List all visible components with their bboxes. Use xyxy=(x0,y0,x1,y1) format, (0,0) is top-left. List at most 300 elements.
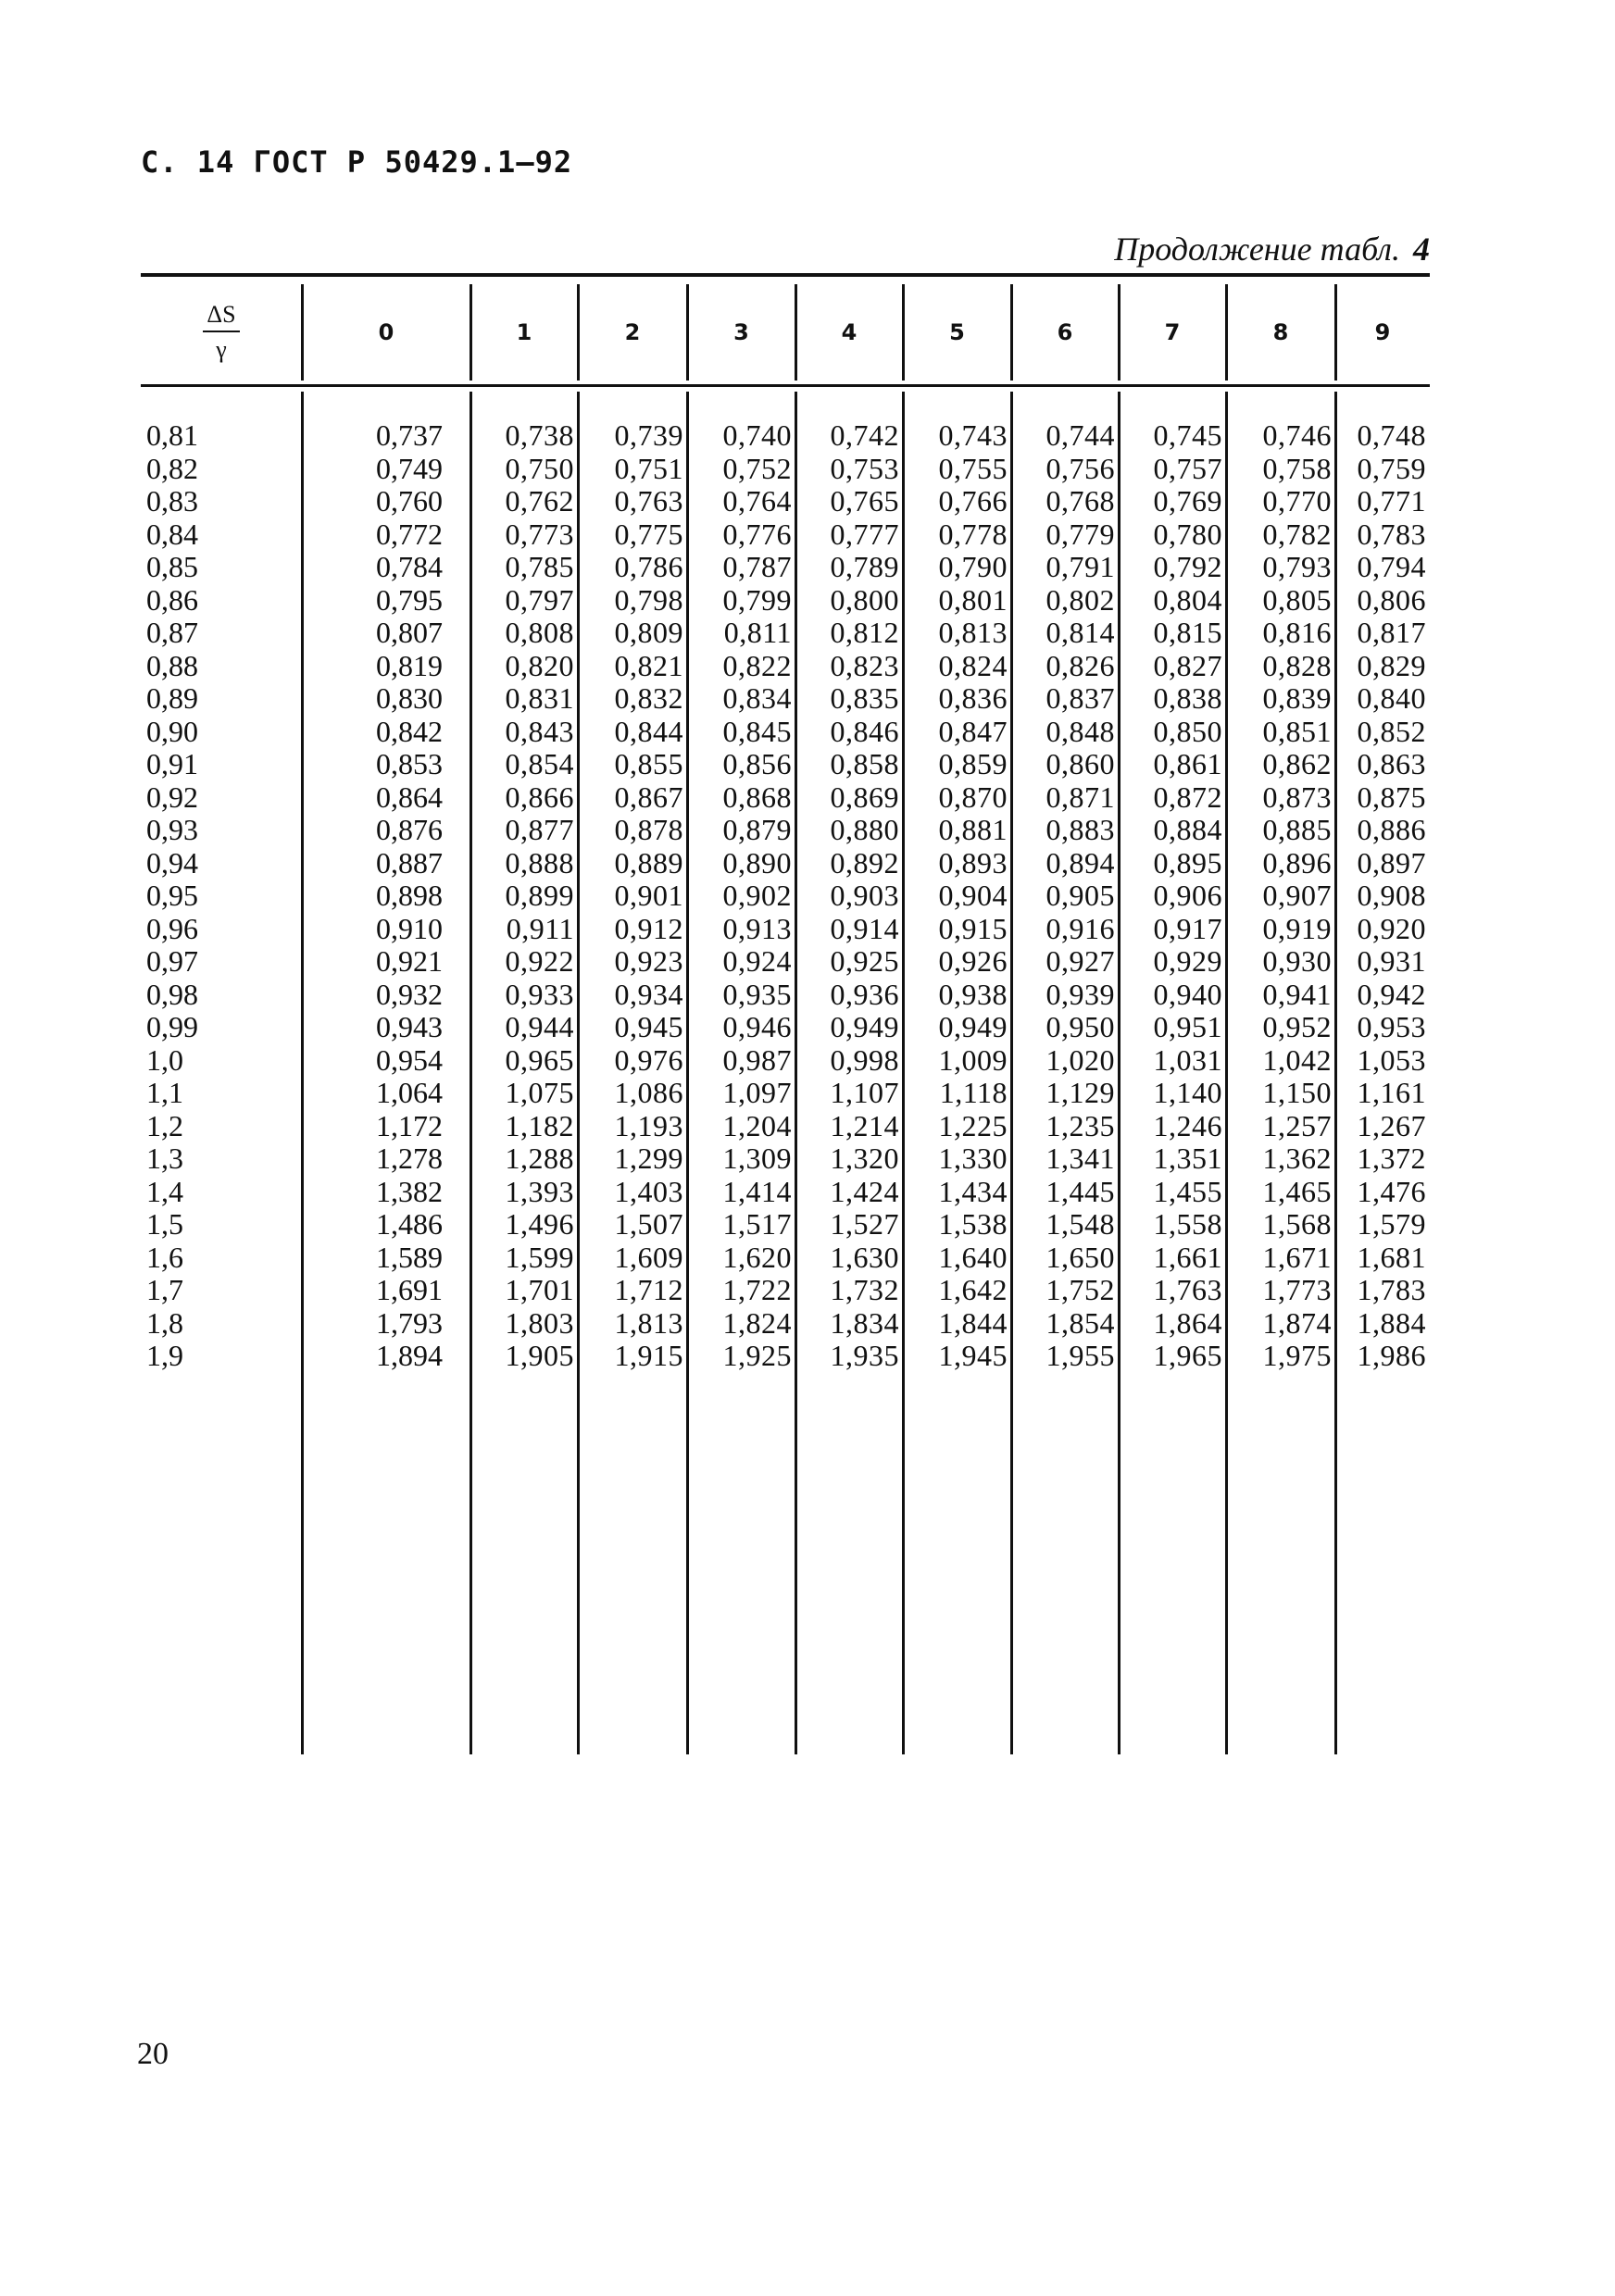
table-cell: 0,834 xyxy=(722,681,792,715)
table-cell: 0,794 xyxy=(1357,550,1426,583)
table-cell: 0,951 xyxy=(1153,1010,1222,1043)
table-cell: 0,837 xyxy=(1045,681,1115,715)
table-cell: 0,940 xyxy=(1153,977,1222,1011)
table-cell: 0,906 xyxy=(1153,879,1222,912)
table-cell: 0,876 xyxy=(376,813,443,846)
page-header: С. 14 ГОСТ Р 50429.1—92 xyxy=(141,144,573,180)
table-top-rule xyxy=(141,273,1430,277)
table-cell: 0,753 xyxy=(830,451,899,485)
column-divider xyxy=(577,284,580,381)
table-cell: 0,899 xyxy=(505,879,574,912)
table-cell: 0,914 xyxy=(830,911,899,945)
table-cell: 0,776 xyxy=(722,517,792,551)
table-row xyxy=(141,1307,1430,1341)
row-key: 1,1 xyxy=(146,1076,183,1109)
table-cell: 1,874 xyxy=(1262,1305,1332,1340)
table-cell: 1,661 xyxy=(1153,1240,1222,1274)
table-cell: 1,246 xyxy=(1153,1108,1222,1142)
table-cell: 0,987 xyxy=(722,1042,792,1077)
table-row xyxy=(141,419,1430,453)
table-cell: 0,771 xyxy=(1357,484,1426,518)
table-cell: 0,826 xyxy=(1045,648,1115,682)
table-cell: 1,691 xyxy=(376,1273,443,1306)
table-cell: 1,793 xyxy=(376,1305,443,1340)
table-cell: 0,924 xyxy=(722,944,792,978)
row-key: 0,98 xyxy=(146,977,198,1011)
row-key: 0,85 xyxy=(146,550,198,583)
row-key: 0,96 xyxy=(146,911,198,945)
table-cell: 0,800 xyxy=(830,582,899,617)
row-key: 0,83 xyxy=(146,484,198,518)
table-cell: 0,748 xyxy=(1357,418,1426,452)
table-cell: 1,701 xyxy=(505,1273,574,1306)
table-cell: 0,805 xyxy=(1262,582,1332,617)
table-cell: 0,851 xyxy=(1262,714,1332,748)
table-cell: 0,893 xyxy=(938,845,1008,880)
row-key: 0,84 xyxy=(146,517,198,551)
table-cell: 1,382 xyxy=(376,1174,443,1208)
table-cell: 1,330 xyxy=(938,1142,1008,1175)
table-cell: 1,486 xyxy=(376,1207,443,1241)
table-cell: 1,020 xyxy=(1045,1042,1115,1077)
table-cell: 0,907 xyxy=(1262,879,1332,912)
table-cell: 0,850 xyxy=(1153,714,1222,748)
table-cell: 0,832 xyxy=(614,681,683,715)
table-body xyxy=(141,419,1430,1373)
table-cell: 1,548 xyxy=(1045,1207,1115,1241)
table-cell: 0,945 xyxy=(614,1010,683,1043)
column-divider xyxy=(795,284,797,381)
table-cell: 1,455 xyxy=(1153,1174,1222,1208)
column-header: 6 xyxy=(1057,319,1073,345)
table-cell: 0,852 xyxy=(1357,714,1426,748)
table-cell: 0,927 xyxy=(1045,944,1115,978)
table-row xyxy=(141,716,1430,749)
table-cell: 0,779 xyxy=(1045,517,1115,551)
table-cell: 0,775 xyxy=(614,517,683,551)
table-cell: 1,118 xyxy=(939,1076,1008,1109)
table-cell: 0,823 xyxy=(830,648,899,682)
table-row xyxy=(141,913,1430,946)
row-key: 0,92 xyxy=(146,780,198,814)
table-cell: 0,881 xyxy=(938,813,1008,846)
table-cell: 0,819 xyxy=(376,648,443,682)
table-cell: 0,795 xyxy=(376,582,443,617)
table-cell: 0,868 xyxy=(722,780,792,814)
table-row xyxy=(141,682,1430,716)
table-cell: 0,756 xyxy=(1045,451,1115,485)
table-cell: 0,785 xyxy=(505,550,574,583)
table-cell: 1,288 xyxy=(505,1142,574,1175)
table-cell: 0,949 xyxy=(938,1010,1008,1043)
table-cell: 0,920 xyxy=(1357,911,1426,945)
table-cell: 1,129 xyxy=(1045,1076,1115,1109)
table-cell: 0,797 xyxy=(505,582,574,617)
table-cell: 0,895 xyxy=(1153,845,1222,880)
table-cell: 1,182 xyxy=(505,1108,574,1142)
table-cell: 0,872 xyxy=(1153,780,1222,814)
table-cell: 0,762 xyxy=(505,484,574,518)
table-cell: 0,949 xyxy=(830,1010,899,1043)
table-cell: 1,204 xyxy=(722,1108,792,1142)
row-key: 1,7 xyxy=(146,1273,183,1306)
table-cell: 0,919 xyxy=(1262,911,1332,945)
page-number: 20 xyxy=(137,2037,169,2071)
table-cell: 0,923 xyxy=(614,944,683,978)
row-key: 0,93 xyxy=(146,813,198,846)
table-cell: 0,864 xyxy=(376,780,443,814)
table-row xyxy=(141,551,1430,584)
table-cell: 1,031 xyxy=(1153,1042,1222,1077)
table-cell: 0,921 xyxy=(376,944,443,978)
table-cell: 0,830 xyxy=(376,681,443,715)
row-key: 0,94 xyxy=(146,845,198,880)
table-cell: 0,883 xyxy=(1045,813,1115,846)
table-cell: 0,933 xyxy=(505,977,574,1011)
table-cell: 0,888 xyxy=(505,845,574,880)
table-cell: 0,848 xyxy=(1045,714,1115,748)
table-cell: 0,791 xyxy=(1045,550,1115,583)
table-cell: 1,496 xyxy=(505,1207,574,1241)
table-cell: 1,986 xyxy=(1357,1339,1426,1372)
table-row xyxy=(141,650,1430,683)
table-cell: 1,712 xyxy=(614,1273,683,1306)
table-cell: 0,806 xyxy=(1357,582,1426,617)
table-cell: 0,880 xyxy=(830,813,899,846)
table-row xyxy=(141,1274,1430,1307)
table-caption-number: 4 xyxy=(1413,231,1430,268)
corner-delta-s: ΔS xyxy=(203,303,239,332)
table-cell: 0,901 xyxy=(614,879,683,912)
table-cell: 0,812 xyxy=(830,616,899,649)
table-cell: 0,944 xyxy=(505,1010,574,1043)
table-cell: 1,589 xyxy=(376,1240,443,1274)
table-cell: 0,777 xyxy=(830,517,899,551)
table-cell: 0,766 xyxy=(938,484,1008,518)
table-cell: 1,945 xyxy=(938,1339,1008,1372)
table-cell: 1,894 xyxy=(376,1339,443,1372)
table-cell: 0,745 xyxy=(1153,418,1222,452)
table-cell: 0,831 xyxy=(505,681,574,715)
table-cell: 0,764 xyxy=(722,484,792,518)
row-key: 1,5 xyxy=(146,1207,183,1241)
table-cell: 0,942 xyxy=(1357,977,1426,1011)
table-cell: 0,934 xyxy=(614,977,683,1011)
table-cell: 0,846 xyxy=(830,714,899,748)
table-cell: 1,752 xyxy=(1045,1273,1115,1306)
table-cell: 0,905 xyxy=(1045,879,1115,912)
table-cell: 0,953 xyxy=(1357,1010,1426,1043)
table-cell: 0,828 xyxy=(1262,648,1332,682)
column-divider xyxy=(301,284,304,381)
column-divider xyxy=(1010,284,1013,381)
table-cell: 1,803 xyxy=(505,1305,574,1340)
table-cell: 0,885 xyxy=(1262,813,1332,846)
table-cell: 0,903 xyxy=(830,879,899,912)
row-key: 1,0 xyxy=(146,1042,183,1077)
corner-header xyxy=(141,284,302,381)
table-cell: 0,894 xyxy=(1045,845,1115,880)
row-key: 0,97 xyxy=(146,944,198,978)
column-divider xyxy=(1118,284,1120,381)
table-cell: 0,844 xyxy=(614,714,683,748)
table-cell: 1,975 xyxy=(1262,1339,1332,1372)
table-cell: 0,772 xyxy=(376,517,443,551)
table-cell: 0,839 xyxy=(1262,681,1332,715)
table-cell: 0,939 xyxy=(1045,977,1115,1011)
table-cell: 0,890 xyxy=(722,845,792,880)
table-cell: 0,814 xyxy=(1045,616,1115,649)
table-cell: 1,599 xyxy=(505,1240,574,1274)
table-cell: 0,763 xyxy=(614,484,683,518)
table-cell: 1,671 xyxy=(1262,1240,1332,1274)
table-cell: 0,822 xyxy=(722,648,792,682)
table-cell: 1,538 xyxy=(938,1207,1008,1241)
table-cell: 0,759 xyxy=(1357,451,1426,485)
table-cell: 0,773 xyxy=(505,517,574,551)
row-key: 1,6 xyxy=(146,1240,183,1274)
table-cell: 0,750 xyxy=(505,451,574,485)
table-cell: 0,873 xyxy=(1262,780,1332,814)
table-cell: 1,064 xyxy=(376,1076,443,1109)
table-cell: 1,642 xyxy=(938,1273,1008,1306)
table-cell: 1,864 xyxy=(1153,1305,1222,1340)
table-cell: 0,787 xyxy=(722,550,792,583)
table-cell: 0,845 xyxy=(722,714,792,748)
table-cell: 0,817 xyxy=(1357,616,1426,649)
table-cell: 1,214 xyxy=(830,1108,899,1142)
column-divider xyxy=(686,284,689,381)
table-cell: 0,811 xyxy=(723,616,792,649)
table-cell: 0,898 xyxy=(376,879,443,912)
corner-gamma: γ xyxy=(216,336,227,363)
table-cell: 0,941 xyxy=(1262,977,1332,1011)
table-cell: 0,902 xyxy=(722,879,792,912)
table-cell: 0,910 xyxy=(376,911,443,945)
table-cell: 0,867 xyxy=(614,780,683,814)
table-cell: 0,820 xyxy=(505,648,574,682)
table-cell: 0,886 xyxy=(1357,813,1426,846)
table-cell: 1,507 xyxy=(614,1207,683,1241)
table-cell: 0,922 xyxy=(505,944,574,978)
column-header: 9 xyxy=(1374,319,1391,345)
table-cell: 1,150 xyxy=(1262,1076,1332,1109)
table-cell: 0,749 xyxy=(376,451,443,485)
table-cell: 0,926 xyxy=(938,944,1008,978)
table-cell: 1,630 xyxy=(830,1240,899,1274)
row-key: 0,82 xyxy=(146,451,198,485)
row-key: 0,90 xyxy=(146,714,198,748)
table-cell: 0,847 xyxy=(938,714,1008,748)
table-cell: 0,798 xyxy=(614,582,683,617)
table-cell: 0,739 xyxy=(614,418,683,452)
table-cell: 0,912 xyxy=(614,911,683,945)
table-cell: 1,225 xyxy=(938,1108,1008,1142)
table-cell: 0,869 xyxy=(830,780,899,814)
table-row xyxy=(141,1077,1430,1110)
table-cell: 1,320 xyxy=(830,1142,899,1175)
table-row xyxy=(141,1340,1430,1373)
table-cell: 0,836 xyxy=(938,681,1008,715)
table-cell: 0,821 xyxy=(614,648,683,682)
table-cell: 0,871 xyxy=(1045,780,1115,814)
table-cell: 0,843 xyxy=(505,714,574,748)
table-cell: 0,816 xyxy=(1262,616,1332,649)
table-cell: 0,855 xyxy=(614,747,683,780)
table-row xyxy=(141,1176,1430,1209)
table-cell: 0,954 xyxy=(376,1042,443,1077)
table-cell: 0,784 xyxy=(376,550,443,583)
table-caption xyxy=(1114,230,1430,268)
table-cell: 0,743 xyxy=(938,418,1008,452)
table-cell: 1,732 xyxy=(830,1273,899,1306)
table-cell: 0,950 xyxy=(1045,1010,1115,1043)
row-key: 1,4 xyxy=(146,1174,183,1208)
table-cell: 0,935 xyxy=(722,977,792,1011)
table-cell: 1,424 xyxy=(830,1174,899,1208)
column-header: 3 xyxy=(733,319,749,345)
table-cell: 0,752 xyxy=(722,451,792,485)
table-cell: 0,824 xyxy=(938,648,1008,682)
table-cell: 0,863 xyxy=(1357,747,1426,780)
table-cell: 0,856 xyxy=(722,747,792,780)
table-cell: 0,760 xyxy=(376,484,443,518)
table-cell: 0,804 xyxy=(1153,582,1222,617)
table-cell: 1,107 xyxy=(830,1076,899,1109)
table-cell: 0,740 xyxy=(722,418,792,452)
table-cell: 0,916 xyxy=(1045,911,1115,945)
table-cell: 0,838 xyxy=(1153,681,1222,715)
table-cell: 0,744 xyxy=(1045,418,1115,452)
table-row xyxy=(141,781,1430,815)
table-cell: 0,858 xyxy=(830,747,899,780)
table-cell: 0,792 xyxy=(1153,550,1222,583)
table-row xyxy=(141,945,1430,979)
table-cell: 1,299 xyxy=(614,1142,683,1175)
table-cell: 1,465 xyxy=(1262,1174,1332,1208)
table-cell: 1,854 xyxy=(1045,1305,1115,1340)
table-row xyxy=(141,1142,1430,1176)
table-cell: 0,896 xyxy=(1262,845,1332,880)
table-cell: 1,640 xyxy=(938,1240,1008,1274)
table-cell: 0,840 xyxy=(1357,681,1426,715)
table-cell: 1,650 xyxy=(1045,1240,1115,1274)
table-cell: 1,434 xyxy=(938,1174,1008,1208)
row-key: 0,81 xyxy=(146,418,198,452)
table-cell: 1,915 xyxy=(614,1339,683,1372)
table-row xyxy=(141,748,1430,781)
table-cell: 1,414 xyxy=(722,1174,792,1208)
table-cell: 1,763 xyxy=(1153,1273,1222,1306)
table-cell: 0,861 xyxy=(1153,747,1222,780)
table-cell: 1,773 xyxy=(1262,1273,1332,1306)
table-cell: 1,884 xyxy=(1357,1305,1426,1340)
table-cell: 1,445 xyxy=(1045,1174,1115,1208)
table-cell: 0,915 xyxy=(938,911,1008,945)
table-cell: 0,913 xyxy=(722,911,792,945)
table-row xyxy=(141,453,1430,486)
table-cell: 0,875 xyxy=(1357,780,1426,814)
table-cell: 0,742 xyxy=(830,418,899,452)
table-cell: 0,925 xyxy=(830,944,899,978)
table-cell: 1,009 xyxy=(938,1042,1008,1077)
table-row xyxy=(141,584,1430,618)
column-divider xyxy=(1225,284,1228,381)
table-cell: 1,558 xyxy=(1153,1207,1222,1241)
table-cell: 0,801 xyxy=(938,582,1008,617)
table-cell: 0,782 xyxy=(1262,517,1332,551)
table-cell: 0,878 xyxy=(614,813,683,846)
table-cell: 0,835 xyxy=(830,681,899,715)
column-divider xyxy=(1334,284,1337,381)
table-cell: 1,086 xyxy=(614,1076,683,1109)
table-cell: 0,770 xyxy=(1262,484,1332,518)
table-caption-text: Продолжение табл. xyxy=(1114,231,1400,268)
table-cell: 0,889 xyxy=(614,845,683,880)
table-cell: 0,746 xyxy=(1262,418,1332,452)
table-row xyxy=(141,847,1430,880)
table-row xyxy=(141,1044,1430,1078)
table-cell: 0,758 xyxy=(1262,451,1332,485)
row-key: 0,89 xyxy=(146,681,198,715)
column-header: 8 xyxy=(1272,319,1289,345)
table-cell: 0,917 xyxy=(1153,911,1222,945)
table-cell: 1,267 xyxy=(1357,1108,1426,1142)
table-cell: 1,609 xyxy=(614,1240,683,1274)
table-cell: 0,790 xyxy=(938,550,1008,583)
table-header-rule xyxy=(141,384,1430,387)
table-cell: 1,075 xyxy=(505,1076,574,1109)
table-cell: 0,943 xyxy=(376,1010,443,1043)
row-key: 0,99 xyxy=(146,1010,198,1043)
table-cell: 0,755 xyxy=(938,451,1008,485)
table-cell: 1,579 xyxy=(1357,1207,1426,1241)
column-header: 5 xyxy=(949,319,965,345)
table-cell: 1,620 xyxy=(722,1240,792,1274)
table-cell: 1,372 xyxy=(1357,1142,1426,1175)
table-cell: 0,860 xyxy=(1045,747,1115,780)
table-cell: 0,778 xyxy=(938,517,1008,551)
table-cell: 1,193 xyxy=(614,1108,683,1142)
row-key: 0,91 xyxy=(146,747,198,780)
table-cell: 0,757 xyxy=(1153,451,1222,485)
table-cell: 0,786 xyxy=(614,550,683,583)
table-cell: 0,809 xyxy=(614,616,683,649)
table-cell: 0,780 xyxy=(1153,517,1222,551)
table-cell: 1,813 xyxy=(614,1305,683,1340)
table-cell: 0,911 xyxy=(506,911,574,945)
table-cell: 1,393 xyxy=(505,1174,574,1208)
table-cell: 1,824 xyxy=(722,1305,792,1340)
table-cell: 0,807 xyxy=(376,616,443,649)
table-cell: 1,568 xyxy=(1262,1207,1332,1241)
table-cell: 0,765 xyxy=(830,484,899,518)
table-cell: 1,053 xyxy=(1357,1042,1426,1077)
table-cell: 1,965 xyxy=(1153,1339,1222,1372)
table-row xyxy=(141,979,1430,1012)
table-cell: 1,172 xyxy=(376,1108,443,1142)
table-cell: 1,235 xyxy=(1045,1108,1115,1142)
table-cell: 1,351 xyxy=(1153,1142,1222,1175)
table-cell: 1,257 xyxy=(1262,1108,1332,1142)
row-key: 0,86 xyxy=(146,582,198,617)
table-cell: 0,904 xyxy=(938,879,1008,912)
table-cell: 0,936 xyxy=(830,977,899,1011)
table-cell: 1,278 xyxy=(376,1142,443,1175)
table-cell: 1,362 xyxy=(1262,1142,1332,1175)
table-cell: 0,737 xyxy=(376,418,443,452)
table-row xyxy=(141,1011,1430,1044)
